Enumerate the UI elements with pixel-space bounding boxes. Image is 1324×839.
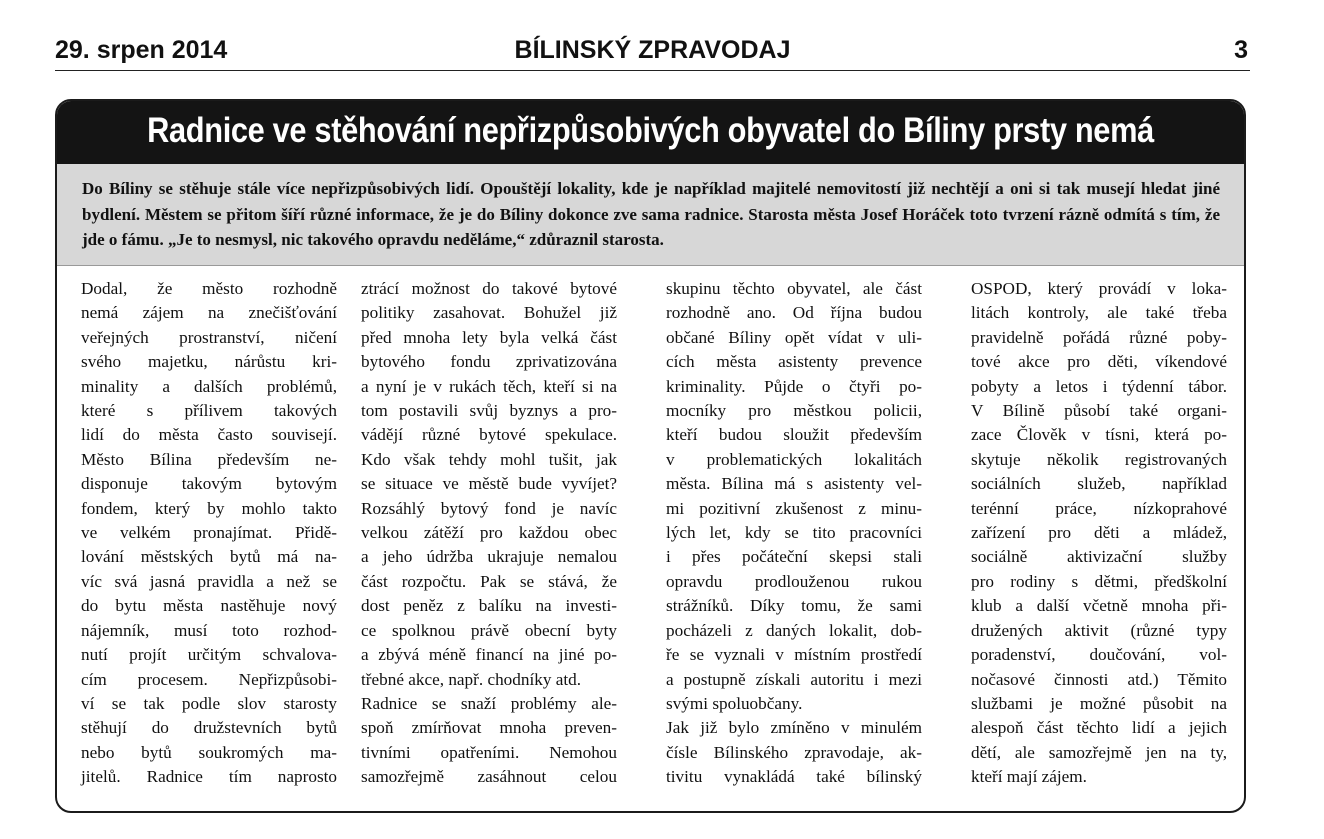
- issue-date: 29. srpen 2014: [55, 36, 228, 64]
- text-line: družených aktivit (různé typy: [971, 620, 1227, 640]
- text-line: ztrácí možnost do takové bytové: [361, 279, 617, 298]
- text-line: V Bílině působí také organi-: [971, 401, 1227, 421]
- text-line: a zbývá méně financí na jiné po-: [361, 645, 617, 665]
- text-line: města. Bílina má s asistenty vel-: [666, 474, 922, 494]
- text-line: nebo bytů soukromých ma-: [81, 742, 337, 762]
- text-line: tové akce pro děti, víkendové: [971, 352, 1227, 372]
- text-line: velkou zátěží pro každou obec: [361, 523, 617, 543]
- text-line: třebné akce, např. chodníky atd.: [361, 669, 582, 689]
- text-line: občané Bíliny opět vídat v uli-: [666, 327, 922, 347]
- text-line: ví se tak podle slov starosty: [81, 693, 337, 713]
- text-line: dětí, ale samozřejmě jen na ty,: [971, 742, 1227, 762]
- text-line: Kdo však tehdy mohl tušit, jak: [361, 449, 617, 469]
- text-line: pravidelně pořádá různé poby-: [971, 327, 1227, 347]
- text-line: a jeho údržba ukrajuje nemalou: [361, 547, 617, 567]
- text-line: cím procesem. Nepřizpůsobi-: [81, 669, 337, 689]
- text-line: a postupně získali autoritu i mezi: [666, 669, 922, 689]
- text-line: čísle Bílinského zpravodaje, ak-: [666, 742, 922, 762]
- text-line: disponuje takovým bytovým: [81, 474, 337, 494]
- text-line: OSPOD, který provádí v loka-: [971, 279, 1227, 298]
- text-line: nemá zájem na znečišťování: [81, 303, 337, 323]
- text-line: tivitu vynakládá také bílinský: [666, 767, 922, 787]
- page-header: [55, 34, 1250, 71]
- text-line: svými spoluobčany.: [666, 693, 803, 713]
- text-column-3: [666, 277, 922, 790]
- lead-box: [57, 164, 1244, 266]
- text-line: ře se vyznali v místním prostředí: [666, 645, 922, 665]
- text-line: svého majetku, nárůstu kri-: [81, 352, 337, 372]
- text-line: terénní práce, nízkoprahové: [971, 498, 1227, 518]
- text-line: nutí projít určitým schvalova-: [81, 645, 337, 665]
- text-line: kteří mají zájem.: [971, 767, 1087, 787]
- text-line: lých let, kdy se tito pracovníci: [666, 523, 922, 543]
- text-line: část rozpočtu. Pak se stává, že: [361, 571, 617, 591]
- text-column-1: [81, 277, 337, 790]
- text-line: litách kontroly, ale také třeba: [971, 303, 1227, 323]
- text-line: veřejných prostranství, ničení: [81, 327, 337, 347]
- text-line: ce spolknou právě obecní byty: [361, 620, 617, 640]
- text-line: Dodal, že město rozhodně: [81, 279, 337, 298]
- text-line: Radnice se snaží problémy ale-: [361, 693, 617, 713]
- text-column-4: [971, 277, 1227, 790]
- text-line: sociálních služeb, například: [971, 474, 1227, 494]
- text-line: Rozsáhlý bytový fond je navíc: [361, 498, 617, 518]
- article-headline: Radnice ve stěhování nepřizpůsobivých obyvatel do Bíliny prsty nemá: [147, 111, 1154, 150]
- text-line: kriminality. Půjde o čtyři po-: [666, 376, 922, 396]
- text-line: opravdu prodlouženou rukou: [666, 571, 922, 591]
- text-line: lidí do města často souvisejí.: [81, 425, 337, 445]
- text-line: před mnoha lety byla velká část: [361, 327, 617, 347]
- headline-bar: [57, 101, 1244, 164]
- text-line: stěhují do družstevních bytů: [81, 718, 337, 738]
- text-line: skytuje několik registrovaných: [971, 449, 1227, 469]
- article-body: [81, 277, 1227, 799]
- text-line: minality a dalších problémů,: [81, 376, 337, 396]
- text-line: jitelů. Radnice tím naprosto: [81, 767, 337, 787]
- text-line: poradenství, doučování, vol-: [971, 645, 1227, 665]
- text-line: samozřejmě zasáhnout celou: [361, 767, 617, 787]
- text-line: strážníků. Díky tomu, že sami: [666, 596, 922, 616]
- text-line: alespoň část těchto lidí a jejich: [971, 718, 1227, 738]
- text-line: lování městských bytů má na-: [81, 547, 337, 567]
- text-column-2: [361, 277, 617, 790]
- page-number: 3: [1234, 36, 1248, 64]
- text-line: v problematických lokalitách: [666, 449, 922, 469]
- text-line: pocházeli z daných lokalit, dob-: [666, 620, 922, 640]
- text-line: bytového fondu zprivatizována: [361, 352, 617, 372]
- text-line: tivními opatřeními. Nemohou: [361, 742, 617, 762]
- text-line: nočasové činnosti atd.) Těmito: [971, 669, 1227, 689]
- text-line: ve velkém pronajímat. Přidě-: [81, 523, 337, 543]
- text-line: politiky zasahovat. Bohužel již: [361, 303, 617, 323]
- text-line: mocníky pro městkou policii,: [666, 401, 922, 421]
- text-line: spoň zmírňovat mnoha preven-: [361, 718, 617, 738]
- text-line: zace Člověk v tísni, která po-: [971, 425, 1227, 445]
- text-line: rozhodně ano. Od října budou: [666, 303, 922, 323]
- text-line: a nyní je v rukách těch, kteří si na: [361, 376, 617, 396]
- text-line: mi pozitivní zkušenost z minu-: [666, 498, 922, 518]
- text-line: které s přílivem takových: [81, 401, 337, 421]
- text-line: víc svá jasná pravidla a než se: [81, 571, 337, 591]
- text-line: se situace ve městě bude vyvíjet?: [361, 474, 617, 494]
- text-line: nájemník, musí toto rozhod-: [81, 620, 337, 640]
- text-line: fondem, který by mohlo takto: [81, 498, 337, 518]
- text-line: pobyty a letos i týdenní tábor.: [971, 376, 1227, 396]
- text-line: cích města asistenty prevence: [666, 352, 922, 372]
- text-line: Jak již bylo zmíněno v minulém: [666, 718, 922, 738]
- text-line: skupinu těchto obyvatel, ale část: [666, 279, 922, 298]
- text-line: zařízení pro děti a mládež,: [971, 523, 1227, 543]
- text-line: pro rodiny s dětmi, předškolní: [971, 571, 1227, 591]
- newspaper-title: BÍLINSKÝ ZPRAVODAJ: [514, 36, 791, 64]
- article-lead: Do Bíliny se stěhuje stále více nepřizpůsobivých lidí. Opouštějí lokality, kde je například majitelé nemovitostí již nechtějí a oni si tak musejí hledat jiné bydlení. Městem se přitom šíří různé informace, že je do Bíliny dokonce zve sama radnice. Starosta města Josef Horáček toto tvrzení rázně odmítá s tím, že jde o fámu. „Je to nesmysl, nic takového opravdu neděláme,“ zdůraznil starosta.: [82, 179, 1220, 249]
- text-line: klub a další včetně mnoha při-: [971, 596, 1227, 616]
- text-line: i přes počáteční skepsi stali: [666, 547, 922, 567]
- text-line: kteří budou sloužit především: [666, 425, 922, 445]
- text-line: Město Bílina především ne-: [81, 449, 337, 469]
- text-line: službami je možné působit na: [971, 693, 1227, 713]
- text-line: sociálně aktivizační služby: [971, 547, 1227, 567]
- text-line: dost peněz z balíku na investi-: [361, 596, 617, 616]
- text-line: vádějí různé bytové spekulace.: [361, 425, 617, 445]
- text-line: tom postavili svůj byznys a pro-: [361, 401, 617, 421]
- article-box: [55, 99, 1246, 813]
- text-line: do bytu města nastěhuje nový: [81, 596, 337, 616]
